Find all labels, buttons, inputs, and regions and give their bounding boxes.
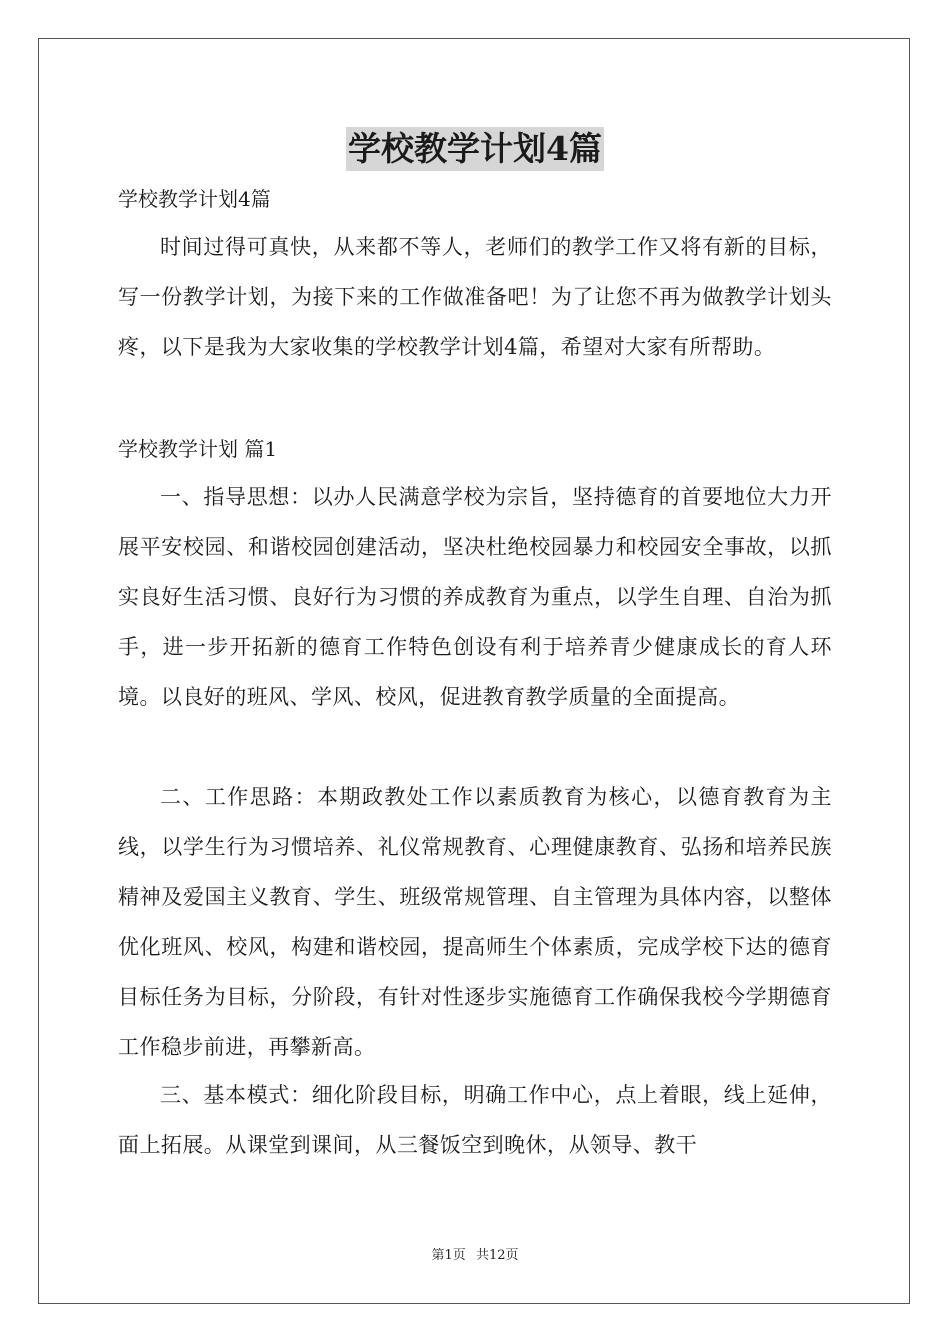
document-subtitle: 学校教学计划4篇 — [118, 187, 271, 211]
intro-paragraph: 时间过得可真快，从来都不等人，老师们的教学工作又将有新的目标，写一份教学计划，为接下来的工作做准备吧！为了让您不再为做教学计划头疼，以下是我为大家收集的学校教学计划4篇，希望对大家有所帮助。 — [118, 235, 832, 359]
document-title: 学校教学计划4篇 — [346, 127, 604, 171]
title-block — [118, 127, 832, 171]
page-number: 第1页 — [431, 1248, 466, 1263]
paragraph-guiding-thought: 一、指导思想：以办人民满意学校为宗旨，坚持德育的首要地位大力开展平安校园、和谐校园创建活动，坚决杜绝校园暴力和校园安全事故，以抓实良好生活习惯、良好行为习惯的养成教育为重点，以学生自理、自治为抓手，进一步开拓新的德育工作特色创设有利于培养青少健康成长的育人环境。以良好的班风、学风、校风，促进教育教学质量的全面提高。 — [118, 485, 832, 709]
page-total: 共12页 — [475, 1248, 519, 1263]
section-heading: 学校教学计划 篇1 — [118, 437, 278, 461]
page-footer — [0, 1246, 950, 1266]
paragraph-work-approach: 二、工作思路：本期政教处工作以素质教育为核心，以德育教育为主线，以学生行为习惯培养、礼仪常规教育、心理健康教育、弘扬和培养民族精神及爱国主义教育、学生、班级常规管理、自主管理为具体内容，以整体优化班风、校风，构建和谐校园，提高师生个体素质，完成学校下达的德育目标任务为目标，分阶段，有针对性逐步实施德育工作确保我校今学期德育工作稳步前进，再攀新高。 — [118, 785, 832, 1059]
paragraph-basic-mode: 三、基本模式：细化阶段目标，明确工作中心，点上着眼，线上延伸，面上拓展。从课堂到课间，从三餐饭空到晚休，从领导、教干 — [118, 1083, 832, 1157]
